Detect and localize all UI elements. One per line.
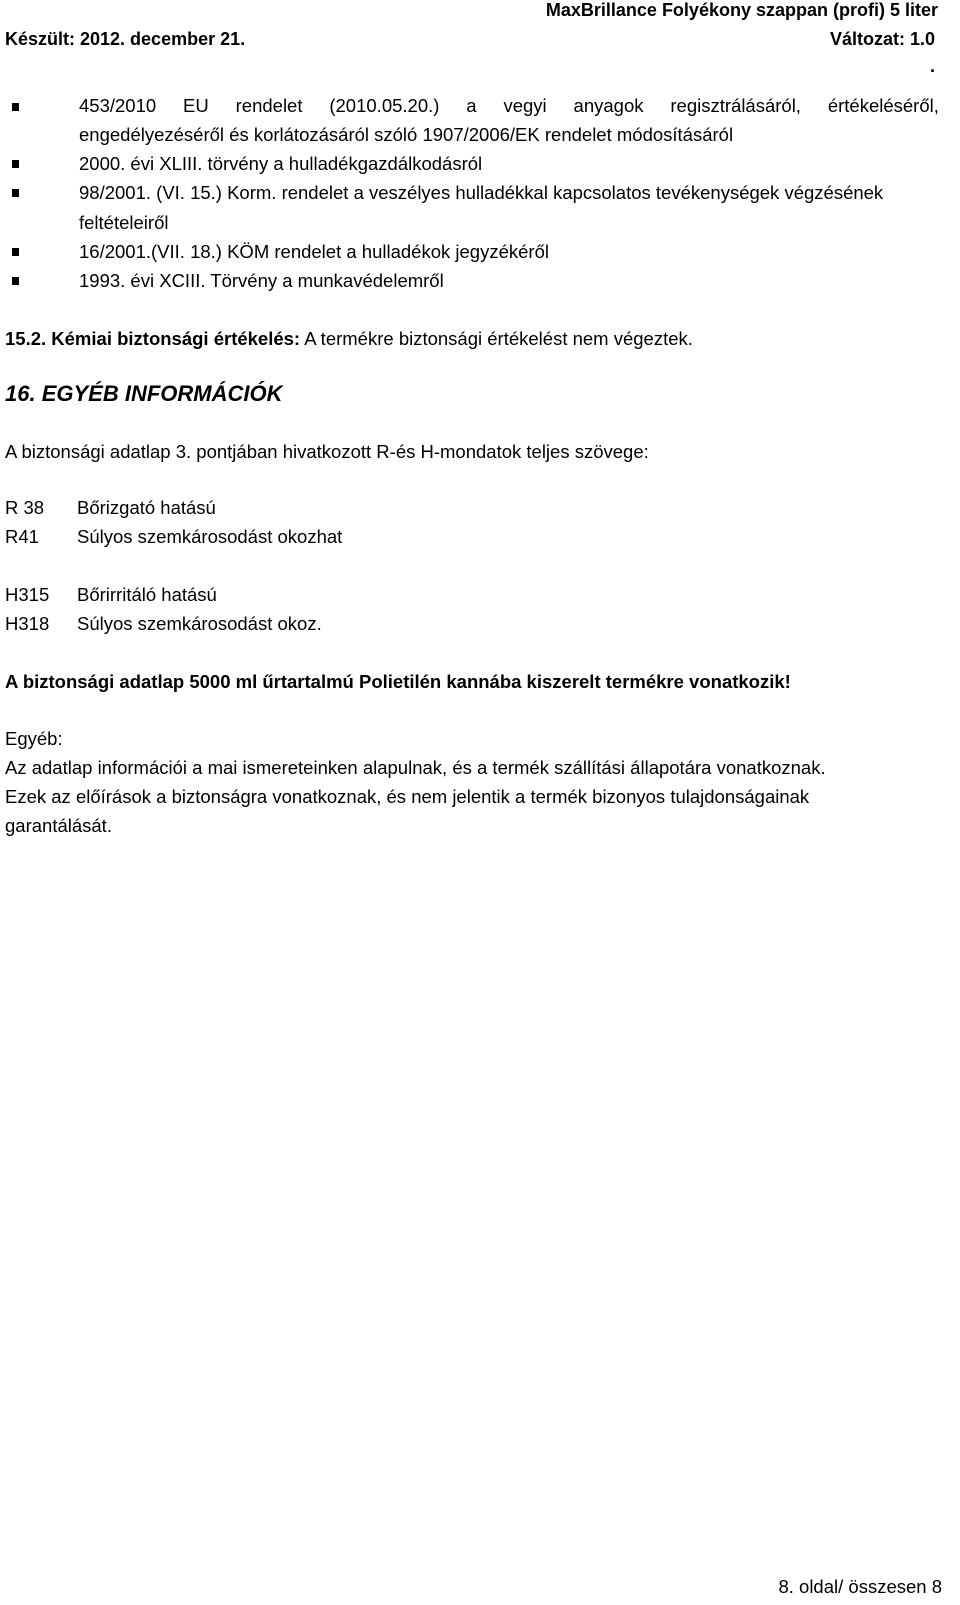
regulation-item-3-line-2: feltételeiről	[79, 212, 169, 233]
other-text-line-2: Ezek az előírások a biztonságra vonatkoznak, és nem jelentik a termék bizonyos tulajdonságainak	[5, 786, 810, 807]
regulation-item-1-line-1: 453/2010 EU rendelet (2010.05.20.) a vegyi anyagok regisztrálásáról, értékeléséről,	[79, 95, 939, 116]
phrase-code: R 38	[5, 497, 45, 518]
phrase-text: Súlyos szemkárosodást okozhat	[77, 526, 343, 547]
bullet-icon	[12, 277, 19, 285]
bullet-icon	[12, 103, 19, 111]
section-15-2-label: 15.2. Kémiai biztonsági értékelés:	[5, 328, 301, 349]
bullet-icon	[12, 248, 19, 256]
section-15-2	[5, 328, 693, 350]
phrase-code: H318	[5, 613, 50, 634]
bullet-icon	[12, 189, 19, 197]
phrase-text: Bőrizgató hatású	[77, 497, 216, 518]
bullet-icon	[12, 160, 19, 168]
other-label: Egyéb:	[5, 728, 63, 749]
regulation-item-5: 1993. évi XCIII. Törvény a munkavédelemről	[79, 270, 444, 291]
section-15-2-text: A termékre biztonsági értékelést nem végeztek.	[300, 328, 693, 349]
other-text-line-1: Az adatlap információi a mai ismereteinken alapulnak, és a termék szállítási állapotára vonatkoznak.	[5, 757, 826, 778]
phrase-code: R41	[5, 526, 39, 547]
document-product-title: MaxBrillance Folyékony szappan (profi) 5 liter	[545, 0, 938, 20]
phrase-text: Bőrirritáló hatású	[77, 584, 217, 605]
regulation-item-2: 2000. évi XLIII. törvény a hulladékgazdálkodásról	[79, 153, 483, 174]
document-created-date: Készült: 2012. december 21.	[5, 29, 246, 49]
document-version: Változat: 1.0	[829, 29, 935, 49]
section-16-title: 16. EGYÉB INFORMÁCIÓK	[5, 381, 283, 406]
regulation-item-4: 16/2001.(VII. 18.) KÖM rendelet a hulladékok jegyzékéről	[79, 241, 549, 262]
other-text-line-3: garantálását.	[5, 815, 112, 836]
packaging-notice: A biztonsági adatlap 5000 ml űrtartalmú Polietilén kannába kiszerelt termékre vonatkozik!	[5, 671, 791, 692]
regulation-item-1-line-2: engedélyezéséről és korlátozásáról szóló 1907/2006/EK rendelet módosításáról	[79, 124, 734, 145]
phrase-code: H315	[5, 584, 50, 605]
phrase-text: Súlyos szemkárosodást okoz.	[77, 613, 322, 634]
page-number: 8. oldal/ összesen 8	[778, 1576, 942, 1597]
header-dot: .	[929, 56, 935, 76]
section-16-intro: A biztonsági adatlap 3. pontjában hivatkozott R-és H-mondatok teljes szövege:	[5, 441, 649, 462]
regulation-item-3-line-1: 98/2001. (VI. 15.) Korm. rendelet a veszélyes hulladékkal kapcsolatos tevékenységek végzésének	[79, 182, 884, 203]
